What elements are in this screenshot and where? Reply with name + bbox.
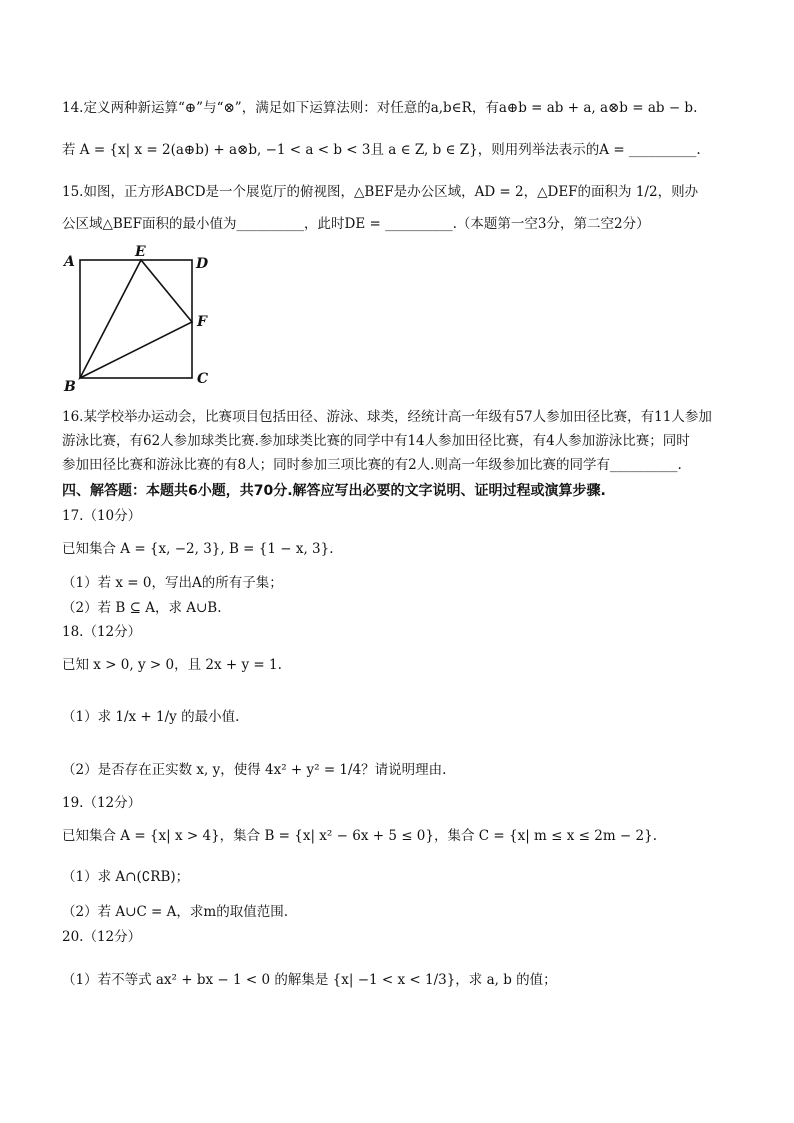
q19-head: 19.（12分） (62, 795, 142, 811)
section-4-heading: 四、解答题：本题共6小题，共70分.解答应写出必要的文字说明、证明过程或演算步骤. (62, 483, 606, 499)
q14-line-2: 若 A = {x| x = 2(a⊕b) + a⊗b, −1 < a < b < 3且 a ∈ Z, b ∈ Z}，则用列举法表示的A = __________. (62, 142, 701, 158)
q16-line-1: 16.某学校举办运动会，比赛项目包括田径、游泳、球类，经统计高一年级有57人参加田径比赛，有11人参加 (62, 409, 712, 425)
label-b: B (64, 379, 76, 394)
q18-given: 已知 x > 0, y > 0，且 2x + y = 1. (62, 657, 282, 673)
q18-part-1: （1）求 1/x + 1/y 的最小值. (62, 709, 240, 725)
q17-given: 已知集合 A = {x, −2, 3}, B = {1 − x, 3}. (62, 541, 334, 557)
q15-line-1: 15.如图，正方形ABCD是一个展览厅的俯视图，△BEF是办公区域，AD = 2，△DEF的面积为 1/2，则办 (62, 184, 699, 200)
q16-line-3: 参加田径比赛和游泳比赛的有8人；同时参加三项比赛的有2人.则高一年级参加比赛的同学有__________. (62, 457, 682, 473)
square-abcd (80, 260, 192, 378)
q16-line-2: 游泳比赛，有62人参加球类比赛.参加球类比赛的同学中有14人参加田径比赛，有4人参加游泳比赛；同时 (62, 433, 690, 449)
triangle-bef (80, 260, 192, 378)
label-c: C (197, 371, 209, 387)
label-a: A (64, 254, 75, 270)
square-abcd-figure (58, 244, 218, 394)
q15-line-2: 公区域△BEF面积的最小值为__________，此时DE = __________.（本题第一空3分，第二空2分） (62, 216, 650, 232)
q19-part-2: （2）若 A∪C = A，求m的取值范围. (62, 904, 289, 920)
label-d: D (196, 256, 209, 272)
q20-part-1: （1）若不等式 ax² + bx − 1 < 0 的解集是 {x| −1 < x < 1/3}，求 a, b 的值； (62, 972, 557, 988)
q19-given: 已知集合 A = {x| x > 4}，集合 B = {x| x² − 6x + 5 ≤ 0}，集合 C = {x| m ≤ x ≤ 2m − 2}. (62, 828, 658, 844)
q17-head: 17.（10分） (62, 508, 142, 524)
q20-head: 20.（12分） (62, 929, 142, 945)
q14-line-1: 14.定义两种新运算“⊕”与“⊗”，满足如下运算法则：对任意的a,b∈R，有a⊕b = ab + a, a⊗b = ab − b. (62, 100, 698, 116)
q19-part-1: （1）求 A∩(∁RB)； (62, 869, 190, 885)
q18-head: 18.（12分） (62, 624, 142, 640)
q17-part-2: （2）若 B ⊆ A，求 A∪B. (62, 600, 222, 616)
label-f: F (197, 314, 207, 330)
label-e: E (135, 244, 146, 260)
q17-part-1: （1）若 x = 0，写出A的所有子集； (62, 575, 283, 591)
q18-part-2: （2）是否存在正实数 x, y，使得 4x² + y² = 1/4？请说明理由. (62, 762, 447, 778)
